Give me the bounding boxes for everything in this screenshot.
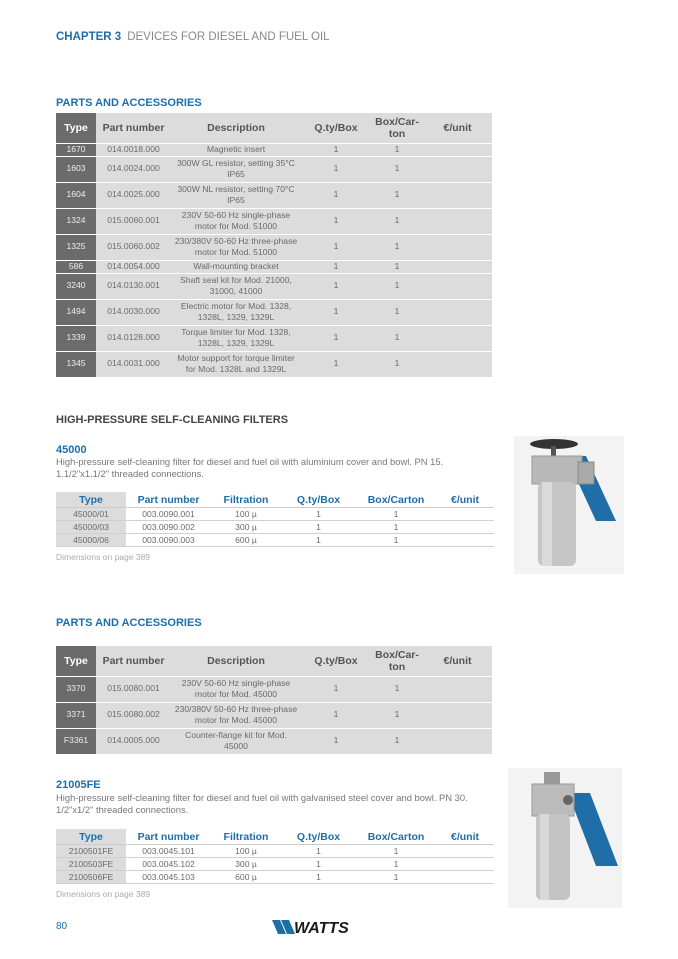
table-cell: 1 [371,299,423,325]
table-cell: 1 [301,234,371,260]
table-cell: 1 [281,508,356,521]
table-cell: 1 [356,858,436,871]
svg-text:WATTS: WATTS [294,920,349,936]
table-cell [423,325,492,351]
filter-table-45000 [56,492,494,547]
table-cell [423,260,492,273]
table-cell: 1 [301,143,371,156]
table-cell: 230V 50-60 Hz single-phase motor for Mod. 51000 [171,208,301,234]
chapter-title: DEVICES FOR DIESEL AND FUEL OIL [127,31,330,43]
column-header: Q.ty/Box [301,113,371,143]
table-cell: 1 [301,351,371,377]
table-cell [423,182,492,208]
table-row [56,871,494,884]
product-image-21005FE [508,768,622,908]
table-cell: 014.0030.000 [96,299,171,325]
table-cell [436,508,494,521]
table-cell [436,871,494,884]
column-header: Type [56,646,96,676]
table-cell: Shaft seal kit for Mod. 21000, 31000, 41000 [171,273,301,299]
table-cell: 1 [371,260,423,273]
table-row [56,143,492,156]
table-row [56,534,494,547]
table-cell: 014.0128.000 [96,325,171,351]
table-cell: 2100506FE [56,871,126,884]
table-cell: 1 [371,143,423,156]
table-cell: 1 [301,676,371,702]
table-cell: 300W GL resistor, setting 35°C IP65 [171,156,301,182]
table-cell: 014.0024.000 [96,156,171,182]
table-row [56,728,492,754]
column-header: Filtration [211,492,281,508]
table-cell: Magnetic insert [171,143,301,156]
table-cell: 1 [356,508,436,521]
filter-table-21005FE [56,829,494,884]
table-cell: Wall-mounting bracket [171,260,301,273]
column-header: €/unit [423,113,492,143]
table-row [56,508,494,521]
column-header: Type [56,492,126,508]
table-row [56,521,494,534]
table-row [56,351,492,377]
table-cell [436,858,494,871]
table-cell: 1324 [56,208,96,234]
column-header: Q.ty/Box [281,492,356,508]
column-header: Q.ty/Box [281,829,356,845]
chapter-number: CHAPTER 3 [56,31,122,43]
table-cell [436,521,494,534]
table-row [56,260,492,273]
column-header: €/unit [423,646,492,676]
table-cell: 45000/06 [56,534,126,547]
table-cell: 100 µ [211,845,281,858]
table-cell [423,702,492,728]
column-header: Type [56,113,96,143]
table-cell: 1 [356,871,436,884]
table-cell: 1 [281,521,356,534]
table-cell: 230V 50-60 Hz single-phase motor for Mod. 45000 [171,676,301,702]
table-cell: F3361 [56,728,96,754]
table-cell: 015.0080.001 [96,676,171,702]
table-cell: Counter-flange kit for Mod. 45000 [171,728,301,754]
table-cell: 015.0060.002 [96,234,171,260]
table-cell: 300 µ [211,858,281,871]
column-header: Description [171,113,301,143]
table-cell: 1 [301,273,371,299]
table-cell: 600 µ [211,871,281,884]
table-row [56,676,492,702]
table-cell: 1 [371,676,423,702]
table-cell: 014.0025.000 [96,182,171,208]
parts-table-2 [56,646,492,755]
table-cell: 1 [371,325,423,351]
parts-heading-1: PARTS AND ACCESSORIES [56,97,202,109]
column-header: Q.ty/Box [301,646,371,676]
table-row [56,182,492,208]
column-header: Filtration [211,829,281,845]
table-row [56,702,492,728]
table-cell: 1 [371,182,423,208]
watts-logo [272,918,362,936]
table-cell: 1 [371,156,423,182]
table-row [56,156,492,182]
table-cell [423,156,492,182]
table-cell: 014.0130.001 [96,273,171,299]
table-cell: 1325 [56,234,96,260]
section-heading: HIGH-PRESSURE SELF-CLEANING FILTERS [56,414,289,426]
table-row [56,845,494,858]
table-cell [423,351,492,377]
table-cell: 1 [371,728,423,754]
table-cell: 1345 [56,351,96,377]
table-cell: 014.0054.000 [96,260,171,273]
table-cell: 600 µ [211,534,281,547]
column-header: Part number [96,646,171,676]
chapter-header [56,31,330,43]
table-row [56,234,492,260]
table-cell: 003.0045.102 [126,858,211,871]
table-row [56,858,494,871]
table-cell: 3370 [56,676,96,702]
table-cell [423,208,492,234]
table-cell: 1 [371,273,423,299]
table-cell: 014.0018.000 [96,143,171,156]
table-cell: 014.0005.000 [96,728,171,754]
table-row [56,325,492,351]
table-cell: 003.0090.001 [126,508,211,521]
table-cell [423,676,492,702]
table-cell: 1 [301,260,371,273]
table-cell: 1 [301,728,371,754]
table-cell: 003.0090.003 [126,534,211,547]
table-cell: 3240 [56,273,96,299]
parts-table-1 [56,113,492,378]
table-cell [423,234,492,260]
table-cell: 300 µ [211,521,281,534]
product-model-45000: 45000 [56,444,87,456]
table-cell [423,299,492,325]
table-cell: 1494 [56,299,96,325]
table-cell: 1 [371,351,423,377]
table-cell: 1 [301,208,371,234]
table-cell: 1 [281,871,356,884]
table-cell: 015.0060.001 [96,208,171,234]
product-image-45000 [514,436,624,574]
table-cell: Torque limiter for Mod. 1328, 1328L, 1329, 1329L [171,325,301,351]
table-cell: 586 [56,260,96,273]
table-cell: 2100503FE [56,858,126,871]
table-cell: 1 [301,299,371,325]
table-cell: 1 [301,156,371,182]
table-cell: 1 [371,208,423,234]
column-header: Part number [126,492,211,508]
dimensions-note-1: Dimensions on page 389 [56,552,151,562]
table-cell: 1 [281,845,356,858]
table-cell: 1 [301,702,371,728]
dimensions-note-2: Dimensions on page 389 [56,889,151,899]
table-cell: 1670 [56,143,96,156]
column-header: €/unit [436,829,494,845]
table-cell: 003.0090.002 [126,521,211,534]
filter-table-1-wrap [56,492,494,547]
product-description-21005FE: High-pressure self-cleaning filter for diesel and fuel oil with galvanised steel cover and bowl. PN 30. 1/2"x1/2" threaded connections. [56,792,468,815]
table-cell: 1 [301,182,371,208]
table-cell: 300W NL resistor, setting 70°C IP65 [171,182,301,208]
table-cell: 45000/01 [56,508,126,521]
table-cell: 1 [281,534,356,547]
table-cell [436,845,494,858]
table-row [56,208,492,234]
parts-table-1-wrap [56,113,492,378]
table-cell: 45000/03 [56,521,126,534]
table-cell: 100 µ [211,508,281,521]
table-cell: 1 [356,534,436,547]
table-cell: 1603 [56,156,96,182]
table-cell: 1339 [56,325,96,351]
column-header: Box/Car-ton [371,113,423,143]
table-cell: 1 [356,521,436,534]
table-cell: 014.0031.000 [96,351,171,377]
table-cell: 1 [281,858,356,871]
table-cell: 015.0080.002 [96,702,171,728]
table-cell: 3371 [56,702,96,728]
table-cell: 2100501FE [56,845,126,858]
column-header: Box/Carton [356,492,436,508]
column-header: Description [171,646,301,676]
table-cell: 1 [301,325,371,351]
parts-table-2-wrap [56,646,492,755]
column-header: €/unit [436,492,494,508]
column-header: Box/Car-ton [371,646,423,676]
table-cell: Electric motor for Mod. 1328, 1328L, 1329, 1329L [171,299,301,325]
table-cell [423,728,492,754]
table-cell: 230/380V 50-60 Hz three-phase motor for Mod. 45000 [171,702,301,728]
table-row [56,273,492,299]
table-cell [423,143,492,156]
table-cell: 1 [371,234,423,260]
table-cell: 003.0045.101 [126,845,211,858]
filter-table-2-wrap [56,829,494,884]
table-row [56,299,492,325]
table-cell: 1 [371,702,423,728]
table-cell: 003.0045.103 [126,871,211,884]
page-number: 80 [56,921,68,932]
table-cell [436,534,494,547]
column-header: Box/Carton [356,829,436,845]
table-cell [423,273,492,299]
product-model-21005FE: 21005FE [56,779,101,791]
column-header: Part number [126,829,211,845]
column-header: Part number [96,113,171,143]
table-cell: 230/380V 50-60 Hz three-phase motor for Mod. 51000 [171,234,301,260]
table-cell: 1 [356,845,436,858]
table-cell: Motor support for torque limiter for Mod. 1328L and 1329L [171,351,301,377]
column-header: Type [56,829,126,845]
table-cell: 1604 [56,182,96,208]
product-description-45000: High-pressure self-cleaning filter for diesel and fuel oil with aluminium cover and bowl. PN 15. 1.1/2"x1.1/2" threaded connections. [56,456,444,479]
parts-heading-2: PARTS AND ACCESSORIES [56,617,202,629]
